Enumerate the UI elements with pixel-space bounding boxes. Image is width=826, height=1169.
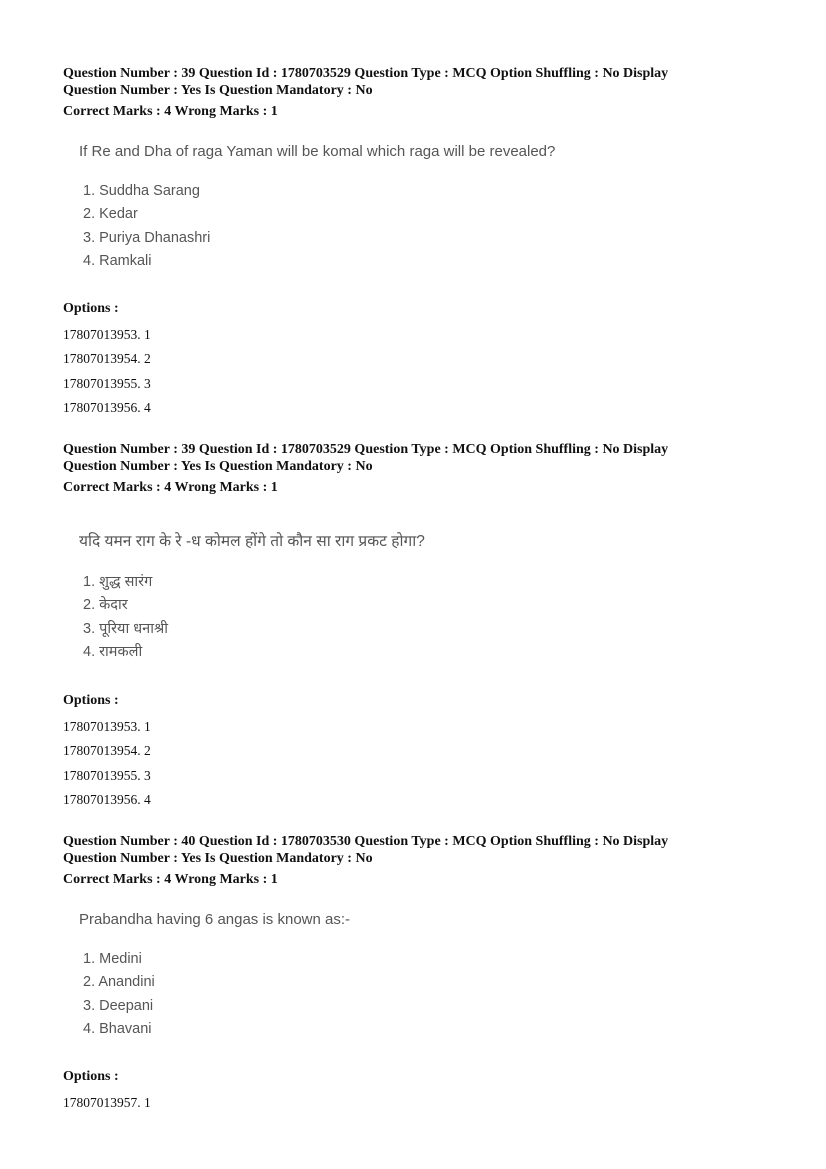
question-text: यदि यमन राग के रे -ध कोमल होंगे तो कौन सा राग प्रकट होगा?: [79, 533, 425, 550]
choice-2: 2. केदार: [83, 597, 128, 614]
choice-1: 1. शुद्ध सारंग: [83, 574, 153, 590]
question-marks: Correct Marks : 4 Wrong Marks : 1: [63, 872, 278, 887]
options-label: Options :: [63, 1069, 119, 1084]
question-body-40: [79, 911, 350, 1041]
question-meta-line1: Question Number : 40 Question Id : 1780703530 Question Type : MCQ Option Shuffling : No Display: [63, 834, 669, 849]
choice-1: 1. Medini: [83, 951, 142, 967]
question-header-39-hindi: [63, 441, 783, 496]
choice-4: 4. रामकली: [83, 643, 143, 660]
question-body-39: [79, 143, 555, 273]
question-meta-line2: Question Number : Yes Is Question Mandatory : No: [63, 459, 373, 474]
question-header-40: [63, 833, 783, 888]
answer-choices: [79, 571, 425, 664]
answer-choices: [79, 948, 350, 1041]
question-marks: Correct Marks : 4 Wrong Marks : 1: [63, 480, 278, 495]
choice-2: 2. Kedar: [83, 206, 138, 223]
answer-choices: [79, 180, 555, 273]
question-meta-line2: Question Number : Yes Is Question Mandatory : No: [63, 83, 373, 98]
option-id-2: 17807013954. 2: [63, 743, 151, 759]
question-marks: Correct Marks : 4 Wrong Marks : 1: [63, 104, 278, 119]
question-meta-line1: Question Number : 39 Question Id : 1780703529 Question Type : MCQ Option Shuffling : No Display: [63, 442, 669, 457]
choice-4: 4. Bhavani: [83, 1020, 152, 1037]
choice-4: 4. Ramkali: [83, 252, 152, 269]
option-id-1: 17807013953. 1: [63, 719, 151, 734]
option-id-2: 17807013954. 2: [63, 351, 151, 367]
question-text: Prabandha having 6 angas is known as:-: [79, 911, 351, 928]
choice-3: 3. पूरिया धनाश्री: [83, 620, 168, 637]
option-id-1: 17807013957. 1: [63, 1095, 151, 1110]
options-list-39: [63, 300, 151, 420]
option-id-4: 17807013956. 4: [63, 399, 151, 415]
options-list-40: [63, 1068, 151, 1115]
choice-3: 3. Puriya Dhanashri: [83, 229, 211, 246]
options-list-39-hindi: [63, 692, 151, 812]
option-id-3: 17807013955. 3: [63, 767, 151, 783]
option-id-1: 17807013953. 1: [63, 327, 151, 342]
question-meta-line2: Question Number : Yes Is Question Mandatory : No: [63, 851, 373, 866]
option-id-4: 17807013956. 4: [63, 791, 151, 807]
question-text: If Re and Dha of raga Yaman will be komal which raga will be revealed?: [79, 143, 556, 160]
options-label: Options :: [63, 301, 119, 316]
choice-3: 3. Deepani: [83, 997, 154, 1014]
question-body-39-hindi: [79, 533, 425, 664]
question-header-39: [63, 65, 783, 120]
choice-2: 2. Anandini: [83, 974, 155, 991]
choice-1: 1. Suddha Sarang: [83, 183, 200, 199]
question-meta-line1: Question Number : 39 Question Id : 1780703529 Question Type : MCQ Option Shuffling : No Display: [63, 66, 669, 81]
option-id-3: 17807013955. 3: [63, 375, 151, 391]
options-label: Options :: [63, 693, 119, 708]
